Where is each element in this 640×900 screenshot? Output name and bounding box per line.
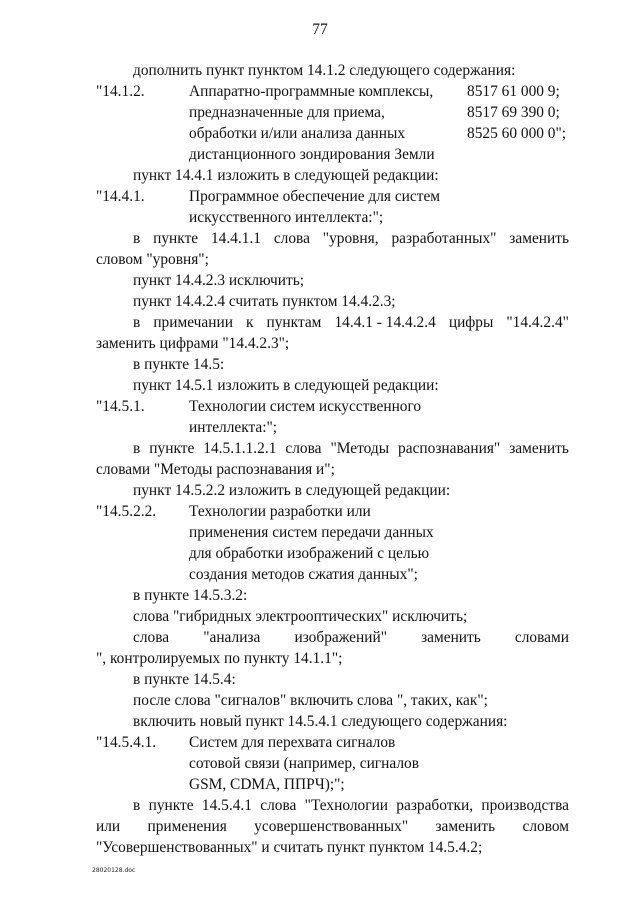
item-description-line: создания методов сжатия данных";	[189, 566, 418, 583]
instruction-line: пункт 14.5.1 изложить в следующей редакции:	[133, 377, 439, 394]
item-description-line: обработки и/или анализа данных	[189, 125, 406, 142]
item-number: "14.5.1.	[96, 398, 145, 415]
word: 14.4.1 - 14.4.2.4	[334, 314, 436, 331]
paragraph-line: ", контролируемых по пункту 14.1.1";	[96, 650, 343, 667]
paragraph-line: заменить цифрами "14.4.2.3";	[96, 335, 290, 352]
word: пункте	[153, 230, 199, 247]
word: заменить	[421, 629, 481, 646]
paragraph-line-justified	[133, 315, 569, 330]
word: слова	[260, 797, 297, 814]
item-description-line: дистанционного зондирования Земли	[189, 146, 435, 163]
word: заменить	[509, 440, 569, 457]
item-number: "14.5.4.1.	[96, 734, 157, 751]
word: "14.4.2.4"	[506, 314, 569, 331]
word: распознавания"	[398, 440, 501, 457]
item-number: "14.4.1.	[96, 188, 145, 205]
page-number: 77	[312, 21, 328, 38]
word: в	[133, 797, 141, 814]
item-description-line: для обработки изображений с целью	[189, 545, 430, 562]
item-description-line: интеллекта:";	[189, 419, 278, 436]
footer-filename: 28020128.doc	[92, 867, 136, 874]
word: производства	[481, 797, 569, 814]
item-description-line: GSM, CDMA, ППРЧ);";	[189, 776, 345, 793]
instruction-line: пункт 14.4.2.4 считать пунктом 14.4.2.3;	[133, 293, 396, 310]
instruction-line: пункт 14.4.1 изложить в следующей редакции:	[133, 167, 439, 184]
instruction-line: в пункте 14.5.4:	[133, 671, 236, 688]
item-code: 8517 69 390 0;	[467, 104, 560, 121]
word: "Технологии	[304, 797, 388, 814]
word: слова	[285, 440, 322, 457]
word: в	[133, 440, 141, 457]
instruction-line: слова "гибридных электрооптических" исключить;	[133, 608, 468, 625]
item-number: "14.5.2.2.	[96, 503, 157, 520]
word: или	[96, 818, 121, 835]
instruction-line: пункт 14.5.2.2 изложить в следующей редакции:	[133, 482, 451, 499]
item-description-line: Аппаратно-программные комплексы,	[189, 83, 434, 100]
instruction-line: после слова "сигналов" включить слова ", таких, как";	[133, 692, 488, 709]
word: "Методы	[330, 440, 390, 457]
paragraph-line-justified	[133, 231, 569, 246]
word: изображений"	[294, 629, 387, 646]
item-description-line: Технологии систем искусственного	[189, 398, 422, 415]
instruction-line: в пункте 14.5:	[133, 356, 225, 373]
item-code: 8525 60 000 0";	[467, 125, 567, 142]
instruction-line: включить новый пункт 14.5.4.1 следующего содержания:	[133, 713, 508, 730]
word: в	[133, 230, 141, 247]
word: пунктам	[266, 314, 322, 331]
word: "уровня,	[322, 230, 379, 247]
paragraph-line-justified	[133, 630, 569, 645]
item-description-line: Систем для перехвата сигналов	[189, 734, 396, 751]
item-description-line: предназначенные для приема,	[189, 104, 385, 121]
instruction-line: пункт 14.4.2.3 исключить;	[133, 272, 305, 289]
word: пункте	[148, 797, 194, 814]
item-number: "14.1.2.	[96, 83, 145, 100]
word: 14.5.1.1.2.1	[203, 440, 277, 457]
paragraph-line-justified	[96, 819, 569, 834]
word: словами	[514, 629, 569, 646]
word: заменить	[509, 230, 569, 247]
paragraph-line: словами "Методы распознавания и";	[96, 461, 335, 478]
item-description-line: искусственного интеллекта:";	[189, 209, 384, 226]
word: усовершенствованных"	[254, 818, 409, 835]
word: 14.4.1.1	[210, 230, 261, 247]
item-description-line: Технологии разработки или	[189, 503, 371, 520]
paragraph-line: "Усовершенствованных" и считать пункт пунктом 14.5.4.2;	[96, 839, 483, 856]
item-description-line: Программное обеспечение для систем	[189, 188, 441, 205]
word: пункте	[149, 440, 195, 457]
word: словом	[522, 818, 569, 835]
instruction-line: дополнить пункт пунктом 14.1.2 следующего содержания:	[133, 62, 516, 79]
item-description-line: сотовой связи (например, сигналов	[189, 755, 419, 772]
word: слова	[273, 230, 310, 247]
word: в	[133, 314, 141, 331]
word: цифры	[448, 314, 494, 331]
word: слова	[133, 629, 170, 646]
paragraph-line-justified	[133, 441, 569, 456]
word: примечании	[153, 314, 233, 331]
paragraph-line: словом "уровня";	[96, 251, 209, 268]
word: разработанных"	[391, 230, 497, 247]
instruction-line: в пункте 14.5.3.2:	[133, 587, 248, 604]
word: "анализа	[203, 629, 261, 646]
item-description-line: применения систем передачи данных	[189, 524, 434, 541]
word: 14.5.4.1	[201, 797, 252, 814]
word: применения	[147, 818, 227, 835]
paragraph-line-justified	[133, 798, 569, 813]
word: разработки,	[396, 797, 474, 814]
word: к	[245, 314, 254, 331]
word: заменить	[435, 818, 496, 835]
item-code: 8517 61 000 9;	[467, 83, 560, 100]
